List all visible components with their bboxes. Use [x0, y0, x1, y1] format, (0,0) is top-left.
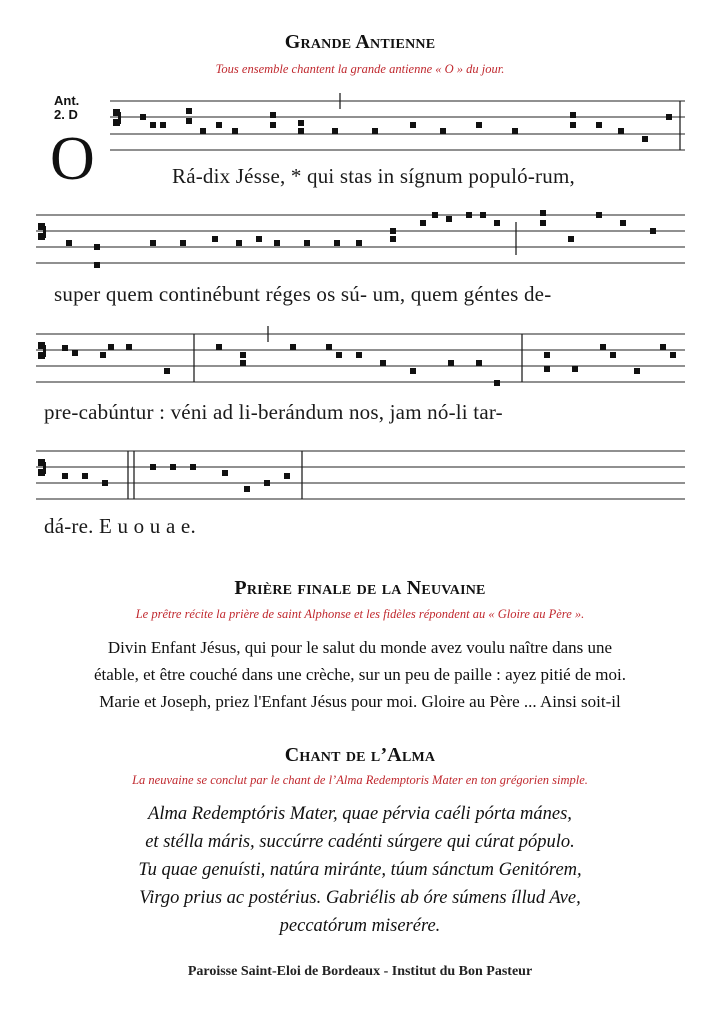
chant-lyrics-line-4: dá-re. E u o u a e.: [44, 514, 196, 538]
chant-lyrics-line-1: Rá-dix Jésse, * qui stas in sígnum populó-rum,: [172, 164, 575, 188]
alma-line-1: Alma Redemptóris Mater, quae pérvia caéli pórta mánes,: [148, 804, 572, 824]
prayer-line-2: étable, et être couché dans une crèche, sur un peu de paille : ayez pitié de moi.: [94, 665, 626, 684]
alma-line-4: Virgo prius ac postérius. Gabriélis ab óre súmens íllud Ave,: [139, 888, 581, 908]
footer-parish: Paroisse Saint-Eloi de Bordeaux - Institut du Bon Pasteur: [187, 964, 533, 979]
mode-label-ant: Ant.: [54, 93, 80, 108]
initial-letter: O: [50, 125, 95, 193]
chant-lyrics-line-3: pre-cabúntur : véni ad li-berándum nos, jam nó-li tar-: [44, 400, 503, 424]
alma-line-5: peccatórum miserére.: [279, 916, 441, 936]
section-title-priere-finale: Prière finale de la Neuvaine: [234, 577, 486, 599]
rubric-chant-alma: La neuvaine se conclut par le chant de l’Alma Redemptoris Mater en ton grégorien simple.: [132, 773, 588, 787]
prayer-line-3: Marie et Joseph, priez l'Enfant Jésus pour moi. Gloire au Père ... Ainsi soit-il: [99, 692, 621, 711]
section-title-grande-antienne: Grande Antienne: [284, 31, 436, 53]
rubric-priere-finale: Le prêtre récite la prière de saint Alphonse et les fidèles répondent au « Gloire au Père ».: [135, 607, 585, 621]
mode-label-tone: 2. D: [54, 107, 78, 122]
prayer-text: [0, 634, 720, 715]
section-title-chant-alma: Chant de l’Alma: [284, 744, 436, 766]
prayer-line-1: Divin Enfant Jésus, qui pour le salut du monde avez voulu naître dans une: [107, 638, 613, 657]
alma-line-2: et stélla máris, succúrre cadénti súrgere qui cúrat pópulo.: [145, 832, 575, 852]
chant-lyrics-line-2: super quem continébunt réges os sú- um, quem géntes de-: [54, 282, 552, 306]
rubric-grande-antienne: Tous ensemble chantent la grande antienne « O » du jour.: [215, 62, 505, 76]
alma-line-3: Tu quae genuísti, natúra miránte, túum sánctum Genitórem,: [138, 860, 582, 880]
alma-text: [0, 800, 720, 940]
